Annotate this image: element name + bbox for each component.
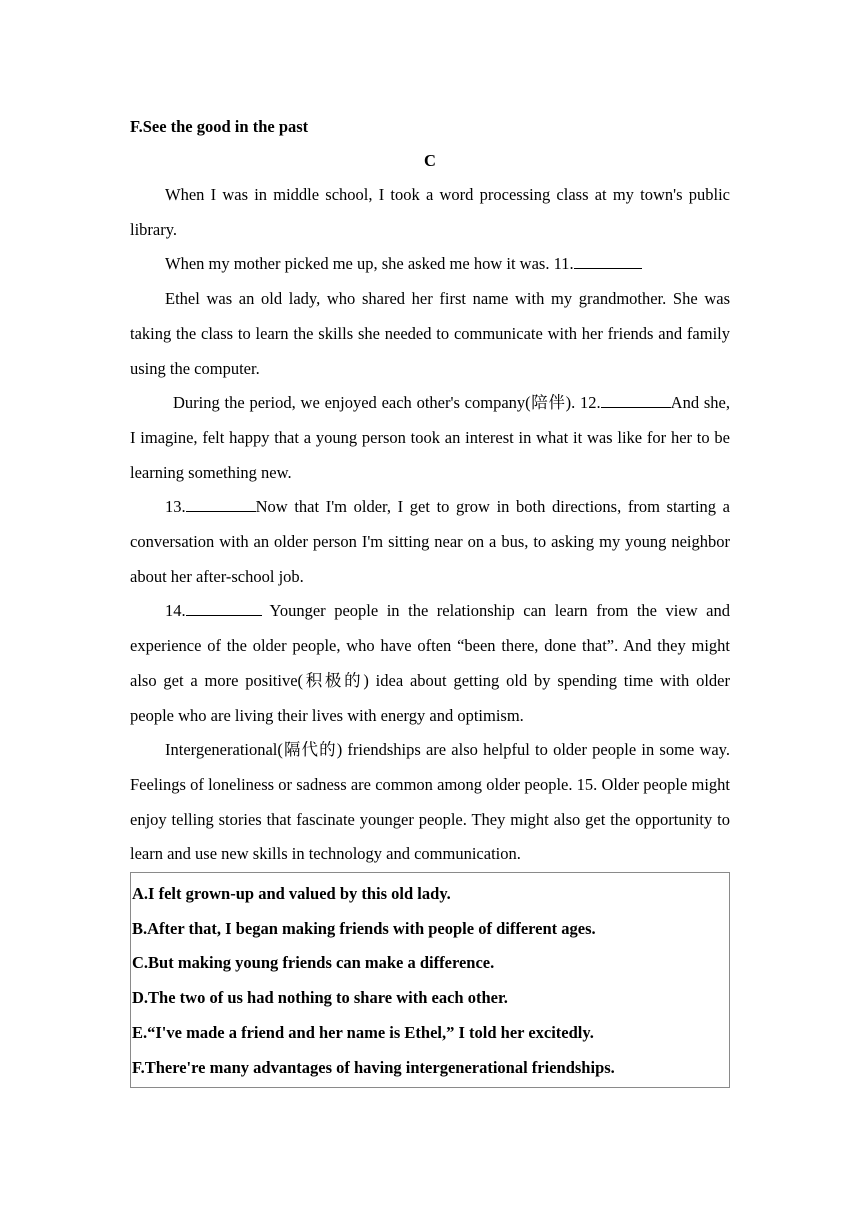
paragraph-5-text-b: Now that I'm older, I get to grow in both directions, from starting a conversation with an older person I'm sitting near on a bus, to asking my young neighbor about her after-school job.: [130, 497, 730, 586]
document-page: [130, 110, 730, 1088]
paragraph-4-text-b: And she, I imagine, felt happy that a young person took an interest in what it was like for her to be learning something new.: [130, 393, 730, 482]
blank-11[interactable]: [574, 252, 642, 269]
paragraph-6-text-b: Younger people in the relationship can learn from the view and experience of the older people, who have often “been there, done that”. And they might also get a more positive(积极的) idea about getting old by spending time with older people who are living their lives with energy and optimism.: [130, 601, 730, 725]
paragraph-1: When I was in middle school, I took a word processing class at my town's public library.: [130, 185, 730, 239]
option-b: B.After that, I began making friends with people of different ages.: [132, 918, 596, 938]
option-e: E.“I've made a friend and her name is Ethel,” I told her excitedly.: [132, 1022, 594, 1042]
option-a: A.I felt grown-up and valued by this old lady.: [132, 884, 451, 904]
blank-14[interactable]: [186, 599, 262, 616]
paragraph-4-text-a: During the period, we enjoyed each other's company(陪伴). 12.: [173, 393, 601, 413]
paragraph-3: Ethel was an old lady, who shared her first name with my grandmother. She was taking the class to learn the skills she needed to communicate with her friends and family using the computer.: [130, 289, 730, 378]
blank-13[interactable]: [186, 495, 256, 512]
option-f: F.There're many advantages of having intergenerational friendships.: [132, 1057, 615, 1077]
passage-letter: C: [424, 151, 436, 170]
blank-12[interactable]: [601, 391, 671, 408]
paragraph-6-text-a: 14.: [165, 601, 186, 621]
section-title: F.See the good in the past: [130, 117, 309, 136]
option-c: C.But making young friends can make a difference.: [132, 953, 495, 973]
paragraph-2: [130, 247, 730, 282]
paragraph-7: Intergenerational(隔代的) friendships are also helpful to older people in some way. Feelings of loneliness or sadness are common among older people. 15. Older people might enjoy telling stories that fascinate younger people. They might also get the opportunity to learn and use new skills in technology and communication.: [130, 740, 730, 864]
paragraph-2-text: When my mother picked me up, she asked me how it was. 11.: [165, 254, 574, 274]
paragraph-6: [130, 594, 730, 733]
paragraph-5: [130, 490, 730, 594]
option-d: D.The two of us had nothing to share with each other.: [132, 988, 508, 1008]
options-box: [130, 872, 730, 1088]
paragraph-5-text-a: 13.: [165, 497, 186, 517]
paragraph-4: [130, 386, 730, 490]
